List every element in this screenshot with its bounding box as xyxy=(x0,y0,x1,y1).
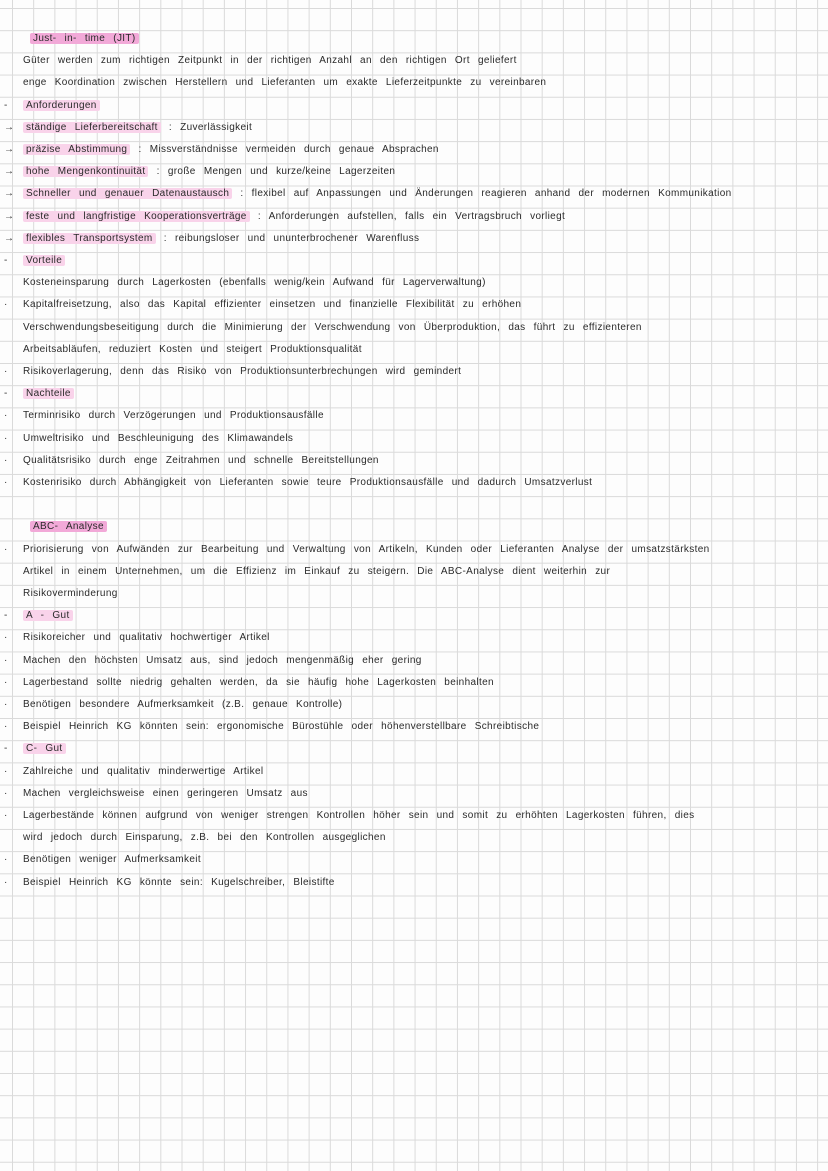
dot-bullet-icon: · xyxy=(4,432,8,444)
text-segment: Risikoverlagerung, denn das Risiko von Produktionsunterbrechungen wird gemindert xyxy=(23,366,462,377)
note-text xyxy=(23,743,66,754)
highlighted-term: C- Gut xyxy=(23,743,66,754)
note-text xyxy=(23,566,610,577)
note-text xyxy=(23,188,732,199)
dash-bullet-icon: - xyxy=(4,99,8,111)
dot-bullet-icon: · xyxy=(4,854,8,866)
note-text xyxy=(23,721,539,732)
note-text xyxy=(23,277,486,288)
dot-bullet-icon: · xyxy=(4,299,8,311)
note-text xyxy=(23,366,461,377)
note-text xyxy=(23,322,642,333)
note-text xyxy=(23,166,395,177)
note-text xyxy=(23,255,65,266)
note-text xyxy=(23,299,521,310)
text-segment: Machen den höchsten Umsatz aus, sind jedoch mengenmäßig eher gering xyxy=(23,654,422,666)
text-segment: Artikel in einem Unternehmen, um die Effizienz im Einkauf zu steigern. Die ABC-Analyse dient weiterhin zur xyxy=(23,565,611,577)
highlighted-term: ABC- Analyse xyxy=(30,521,107,532)
text-segment: Lagerbestand sollte niedrig gehalten werden, da sie häufig hohe Lagerkosten beinhalten xyxy=(23,676,494,688)
dot-bullet-icon: · xyxy=(4,810,8,821)
note-text xyxy=(23,77,546,88)
note-text xyxy=(23,122,252,133)
text-segment: : Missverständnisse vermeiden durch genaue Absprachen xyxy=(130,144,439,155)
note-text xyxy=(23,477,592,488)
arrow-bullet-icon: → xyxy=(4,210,15,222)
dot-bullet-icon: · xyxy=(4,454,8,466)
note-text xyxy=(23,832,386,843)
highlighted-term: feste und langfristige Kooperationsverträge xyxy=(23,211,250,222)
text-segment: Risikoverminderung xyxy=(23,588,118,599)
note-text xyxy=(23,100,100,111)
text-segment: : flexibel auf Anpassungen und Änderungen reagieren anhand der modernen Kommunikation xyxy=(232,188,732,200)
text-segment: Kapitalfreisetzung, also das Kapital effizienter einsetzen und finanzielle Flexibilität zu erhöhen xyxy=(23,299,522,311)
arrow-bullet-icon: → xyxy=(4,121,15,133)
dot-bullet-icon: · xyxy=(4,410,8,422)
dot-bullet-icon: · xyxy=(4,765,8,777)
dash-bullet-icon: - xyxy=(4,388,8,400)
highlighted-term: präzise Abstimmung xyxy=(23,144,130,155)
note-text xyxy=(23,699,342,710)
highlighted-term: A - Gut xyxy=(23,610,73,621)
text-segment: : reibungsloser und ununterbrochener Warenfluss xyxy=(155,232,420,244)
text-segment: Zahlreiche und qualitativ minderwertige Artikel xyxy=(23,765,264,777)
highlighted-term: Schneller und genauer Datenaustausch xyxy=(23,188,232,199)
dot-bullet-icon: · xyxy=(4,632,8,644)
text-segment: Verschwendungsbeseitigung durch die Minimierung der Verschwendung von Überproduktion, das führt zu effizienteren xyxy=(23,321,642,333)
note-text xyxy=(23,55,517,66)
highlighted-term: flexibles Transportsystem xyxy=(23,233,156,244)
text-segment: Kosteneinsparung durch Lagerkosten (ebenfalls wenig/kein Aufwand für Lagerverwaltung) xyxy=(23,277,486,289)
note-text xyxy=(23,144,439,155)
text-segment: Terminrisiko durch Verzögerungen und Produktionsausfälle xyxy=(23,410,324,422)
dash-bullet-icon: - xyxy=(4,743,8,755)
note-text xyxy=(23,455,379,466)
note-text xyxy=(23,677,494,688)
note-text xyxy=(23,810,694,821)
note-text xyxy=(23,610,73,621)
text-segment: : Anforderungen aufstellen, falls ein Vertragsbruch vorliegt xyxy=(249,210,566,222)
note-text xyxy=(23,344,362,355)
note-text xyxy=(23,766,263,777)
arrow-bullet-icon: → xyxy=(4,166,15,178)
highlighted-term: Anforderungen xyxy=(23,100,100,111)
text-segment: Beispiel Heinrich KG könnten sein: ergonomische Bürostühle oder höhenverstellbare Schreibtische xyxy=(23,721,540,733)
dot-bullet-icon: · xyxy=(4,676,8,688)
note-text xyxy=(23,233,419,244)
note-text xyxy=(23,854,201,865)
dot-bullet-icon: · xyxy=(4,366,8,377)
text-segment: Priorisierung von Aufwänden zur Bearbeitung und Verwaltung von Artikeln, Kunden oder Lieferanten Analyse der umsatzstärksten xyxy=(23,543,710,555)
text-segment: Machen vergleichsweise einen geringeren Umsatz aus xyxy=(23,787,308,799)
dot-bullet-icon: · xyxy=(4,699,8,710)
note-text xyxy=(30,33,139,44)
text-segment: wird jedoch durch Einsparung, z.B. bei den Kontrollen ausgeglichen xyxy=(23,832,386,844)
dot-bullet-icon: · xyxy=(4,787,8,799)
dot-bullet-icon: · xyxy=(4,654,8,666)
arrow-bullet-icon: → xyxy=(4,188,15,200)
note-text xyxy=(30,521,107,532)
note-text xyxy=(23,544,710,555)
note-text xyxy=(23,588,118,599)
text-segment: enge Koordination zwischen Herstellern und Lieferanten um exakte Lieferzeitpunkte zu vereinbaren xyxy=(23,77,547,89)
text-segment: Qualitätsrisiko durch enge Zeitrahmen und schnelle Bereitstellungen xyxy=(23,454,379,466)
text-segment: Benötigen weniger Aufmerksamkeit xyxy=(23,854,201,866)
dash-bullet-icon: - xyxy=(4,255,8,266)
arrow-bullet-icon: → xyxy=(4,144,15,155)
dot-bullet-icon: · xyxy=(4,543,8,555)
text-segment: Arbeitsabläufen, reduziert Kosten und steigert Produktionsqualität xyxy=(23,343,362,355)
text-segment: Lagerbestände können aufgrund von weniger strengen Kontrollen höher sein und somit zu erhöhten Lagerkosten führen, dies xyxy=(23,810,695,821)
text-segment: Beispiel Heinrich KG könnte sein: Kugelschreiber, Bleistifte xyxy=(23,876,335,888)
text-segment: Güter werden zum richtigen Zeitpunkt in der richtigen Anzahl an den richtigen Ort geliefert xyxy=(23,55,517,67)
text-segment: Risikoreicher und qualitativ hochwertiger Artikel xyxy=(23,632,270,644)
text-segment: Benötigen besondere Aufmerksamkeit (z.B. genaue Kontrolle) xyxy=(23,699,343,710)
note-text xyxy=(23,211,565,222)
note-text xyxy=(23,632,270,643)
note-text xyxy=(23,388,74,399)
dot-bullet-icon: · xyxy=(4,477,8,488)
note-text xyxy=(23,410,324,421)
text-segment: : große Mengen und kurze/keine Lagerzeiten xyxy=(148,166,396,178)
highlighted-term: Just- in- time (JIT) xyxy=(30,33,139,44)
text-segment: Kostenrisiko durch Abhängigkeit von Lieferanten sowie teure Produktionsausfälle und dadurch Umsatzverlust xyxy=(23,477,593,488)
dot-bullet-icon: · xyxy=(4,721,8,733)
note-text xyxy=(23,788,308,799)
arrow-bullet-icon: → xyxy=(4,232,15,244)
text-segment: Umweltrisiko und Beschleunigung des Klimawandels xyxy=(23,432,294,444)
text-segment: : Zuverlässigkeit xyxy=(160,121,253,133)
highlighted-term: ständige Lieferbereitschaft xyxy=(23,122,161,133)
highlighted-term: Nachteile xyxy=(23,388,74,399)
note-text xyxy=(23,433,293,444)
highlighted-term: hohe Mengenkontinuität xyxy=(23,166,148,177)
note-text xyxy=(23,877,335,888)
dot-bullet-icon: · xyxy=(4,876,8,888)
dash-bullet-icon: - xyxy=(4,610,8,622)
note-text xyxy=(23,655,422,666)
highlighted-term: Vorteile xyxy=(23,255,65,266)
